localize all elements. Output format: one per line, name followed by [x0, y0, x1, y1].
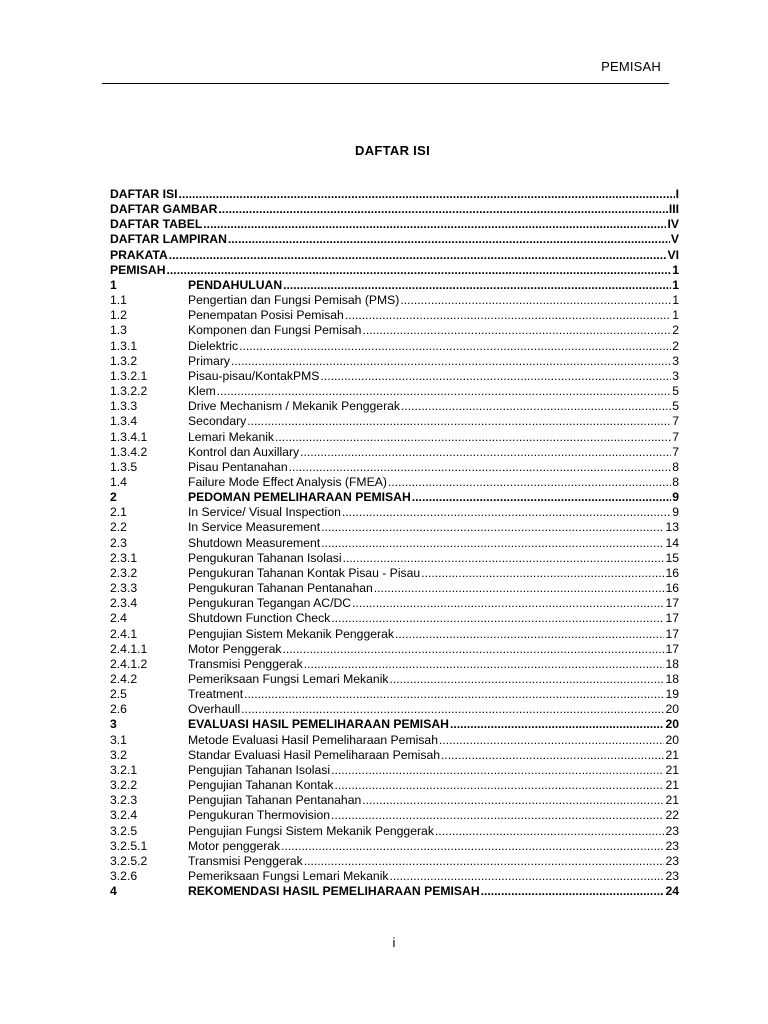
toc-dot-leader [231, 354, 671, 369]
toc-dot-leader [241, 702, 664, 717]
toc-entry-title: Pengukuran Tegangan AC/DC [188, 596, 352, 611]
toc-entry-number: 2.4.1.1 [110, 641, 148, 656]
toc-entry-number: 1.3.2 [110, 353, 138, 368]
toc-dot-leader [289, 460, 672, 475]
toc-entry[interactable] [110, 642, 679, 657]
toc-entry-title: Pengujian Tahanan Kontak [188, 778, 334, 793]
toc-entry-number: 1.1 [110, 293, 127, 308]
toc-entry-title: Dielektric [188, 338, 239, 353]
toc-dot-leader [217, 384, 671, 399]
toc-dot-leader [439, 733, 664, 748]
toc-entry-number: 2.3.2 [110, 565, 138, 580]
toc-dot-leader [390, 672, 665, 687]
toc-dot-leader [304, 854, 665, 869]
toc-entry-title: EVALUASI HASIL PEMELIHARAAN PEMISAH [188, 717, 449, 732]
toc-entry-page: 20 [665, 717, 679, 732]
toc-entry-title: Standar Evaluasi Hasil Pemeliharaan Pemisah [188, 747, 441, 762]
toc-entry[interactable] [110, 339, 679, 354]
toc-dot-leader [275, 430, 671, 445]
toc-entry-page: 23 [665, 838, 679, 853]
toc-entry-title: Pisau Pentanahan [188, 459, 288, 474]
toc-entry[interactable] [110, 217, 679, 232]
toc-dot-leader [247, 414, 671, 429]
toc-entry-number: 1.2 [110, 308, 127, 323]
toc-entry[interactable] [110, 248, 679, 263]
toc-entry-page: 22 [665, 808, 679, 823]
toc-entry-title: Pemeriksaan Fungsi Lemari Mekanik [188, 869, 389, 884]
toc-entry[interactable] [110, 384, 679, 399]
toc-entry[interactable] [110, 475, 679, 490]
toc-entry-number: 3.2.5.2 [110, 853, 148, 868]
toc-entry[interactable] [110, 763, 679, 778]
toc-entry-page: VI [667, 247, 679, 262]
toc-entry-number: 3.2.4 [110, 808, 138, 823]
toc-entry[interactable] [110, 430, 679, 445]
toc-entry[interactable] [110, 536, 679, 551]
page-number: i [392, 935, 396, 950]
toc-entry-number: 2.3 [110, 535, 127, 550]
toc-entry[interactable] [110, 611, 679, 626]
toc-entry-page: 17 [665, 611, 679, 626]
toc-entry-number: 2.3.4 [110, 596, 138, 611]
toc-entry-title: Pengujian Sistem Mekanik Penggerak [188, 626, 394, 641]
toc-entry-page: 7 [672, 444, 679, 459]
toc-entry-page: 7 [672, 414, 679, 429]
toc-entry[interactable] [110, 187, 679, 202]
toc-entry-title: Pengujian Tahanan Isolasi [188, 762, 331, 777]
toc-entry-page: 1 [672, 277, 679, 292]
toc-entry-page: 1 [672, 293, 679, 308]
toc-entry[interactable] [110, 657, 679, 672]
toc-dot-leader [412, 490, 671, 505]
toc-entry-title: Pisau-pisau/KontakPMS [188, 368, 320, 383]
toc-entry-number: 1.3.4 [110, 414, 138, 429]
toc-entry-title: Pengukuran Thermovision [188, 808, 331, 823]
toc-dot-leader [218, 202, 667, 217]
toc-entry-title: Primary [188, 353, 230, 368]
toc-entry[interactable] [110, 702, 679, 717]
toc-entry-page: 23 [665, 823, 679, 838]
toc-entry[interactable] [110, 263, 679, 278]
toc-entry[interactable] [110, 566, 679, 581]
running-header: PEMISAH [601, 59, 661, 74]
toc-entry-number: 1.4 [110, 474, 127, 489]
toc-entry-title: In Service Measurement [188, 520, 321, 535]
toc-entry-page: 16 [665, 565, 679, 580]
toc-dot-leader [400, 293, 671, 308]
toc-entry-title: DAFTAR GAMBAR [110, 202, 218, 217]
toc-entry-number: 1.3.2.2 [110, 384, 148, 399]
toc-entry-title: Pengukuran Tahanan Isolasi [188, 550, 342, 565]
toc-entry[interactable] [110, 399, 679, 414]
toc-entry[interactable] [110, 369, 679, 384]
page-title: DAFTAR ISI [355, 143, 430, 158]
toc-entry-page: 21 [665, 762, 679, 777]
toc-entry-page: III [668, 202, 679, 217]
toc-dot-leader [281, 839, 664, 854]
toc-entry-number: 2.4.1.2 [110, 656, 148, 671]
toc-entry-number: 2.4 [110, 611, 127, 626]
toc-entry-page: 9 [672, 505, 679, 520]
toc-entry-number: 3.2.6 [110, 869, 138, 884]
toc-entry[interactable] [110, 505, 679, 520]
toc-entry-number: 3.2.5.1 [110, 838, 148, 853]
toc-entry[interactable] [110, 884, 679, 899]
toc-entry[interactable] [110, 460, 679, 475]
toc-entry-title: REKOMENDASI HASIL PEMELIHARAAN PEMISAH [188, 884, 480, 899]
toc-entry-page: 14 [665, 535, 679, 550]
toc-entry-page: 5 [672, 384, 679, 399]
toc-entry-number: 2.3.1 [110, 550, 138, 565]
toc-entry-page: 19 [665, 687, 679, 702]
toc-entry[interactable] [110, 808, 679, 823]
table-of-contents [110, 187, 679, 899]
toc-entry-number: 2.3.3 [110, 581, 138, 596]
toc-dot-leader [345, 308, 671, 323]
toc-entry[interactable] [110, 490, 679, 505]
toc-entry-title: Treatment [188, 687, 244, 702]
toc-entry-page: 16 [665, 581, 679, 596]
toc-entry-title: Pengujian Tahanan Pentanahan [188, 793, 362, 808]
toc-entry-page: 3 [672, 368, 679, 383]
toc-entry-page: 21 [665, 747, 679, 762]
toc-entry-title: Shutdown Function Check [188, 611, 331, 626]
toc-dot-leader [334, 778, 664, 793]
toc-entry-page: 9 [672, 490, 679, 505]
toc-entry-title: PRAKATA [110, 247, 168, 262]
toc-dot-leader [203, 217, 666, 232]
toc-dot-leader [362, 793, 664, 808]
toc-entry-title: Pemeriksaan Fungsi Lemari Mekanik [188, 672, 389, 686]
toc-entry[interactable] [110, 520, 679, 535]
toc-entry-title: DAFTAR LAMPIRAN [110, 232, 227, 247]
toc-entry-number: 1.3 [110, 323, 127, 338]
toc-entry-title: Kontrol dan Auxillary [188, 444, 300, 459]
toc-entry-number: 3.2.1 [110, 762, 138, 777]
toc-entry-page: 1 [672, 308, 679, 323]
toc-entry-page: 1 [672, 262, 679, 277]
toc-entry-title: Pengukuran Tahanan Pentanahan [188, 581, 373, 596]
toc-entry-page: 2 [672, 338, 679, 353]
toc-entry-page: 7 [672, 429, 679, 444]
toc-entry[interactable] [110, 414, 679, 429]
toc-entry-number: 2.5 [110, 687, 127, 702]
toc-dot-leader [178, 187, 674, 202]
toc-dot-leader [300, 445, 671, 460]
toc-entry[interactable] [110, 232, 679, 247]
toc-entry-title: Failure Mode Effect Analysis (FMEA) [188, 474, 387, 489]
toc-entry[interactable] [110, 793, 679, 808]
toc-dot-leader [421, 566, 664, 581]
header-rule [102, 83, 669, 84]
toc-entry[interactable] [110, 445, 679, 460]
toc-dot-leader [244, 687, 664, 702]
toc-entry-title: Klem [188, 384, 216, 399]
toc-entry-number: 3.1 [110, 732, 127, 747]
toc-entry-number: 1.3.4.1 [110, 429, 148, 444]
toc-entry[interactable] [110, 717, 679, 732]
toc-entry-title: Motor Penggerak [188, 641, 282, 656]
toc-entry-page: 2 [672, 323, 679, 338]
toc-entry-page: 23 [665, 853, 679, 868]
toc-entry-number: 4 [110, 884, 117, 899]
toc-entry-page: 8 [672, 474, 679, 489]
toc-entry-title: Motor penggerak [188, 838, 281, 853]
toc-dot-leader [450, 717, 665, 732]
toc-entry-title: Komponen dan Fungsi Pemisah [188, 323, 362, 338]
toc-dot-leader [481, 884, 665, 899]
toc-dot-leader [374, 581, 665, 596]
toc-entry[interactable] [110, 308, 679, 323]
toc-entry-page: 20 [665, 732, 679, 747]
toc-entry-number: 2.2 [110, 520, 127, 535]
toc-entry[interactable] [110, 596, 679, 611]
toc-entry-number: 3.2.5 [110, 823, 138, 838]
toc-dot-leader [395, 627, 664, 642]
toc-entry-page: V [670, 232, 679, 247]
toc-entry-page: 13 [665, 520, 679, 535]
toc-dot-leader [331, 611, 664, 626]
toc-entry-title: PEDOMAN PEMELIHARAAN PEMISAH [188, 490, 411, 505]
toc-entry[interactable] [110, 854, 679, 869]
toc-entry[interactable] [110, 202, 679, 217]
toc-entry-number: 3.2 [110, 747, 127, 762]
toc-entry-number: 1.3.3 [110, 399, 138, 414]
toc-entry-page: I [675, 187, 679, 201]
toc-entry-title: Pengertian dan Fungsi Pemisah (PMS) [188, 293, 400, 308]
toc-entry-title: Pengukuran Tahanan Kontak Pisau - Pisau [188, 565, 421, 580]
toc-entry-number: 1.3.4.2 [110, 444, 148, 459]
toc-dot-leader [320, 369, 671, 384]
toc-entry-number: 2.4.2 [110, 672, 138, 686]
toc-entry-number: 3.2.3 [110, 793, 138, 808]
toc-entry-number: 3.2.2 [110, 778, 138, 793]
toc-entry-title: Shutdown Measurement [188, 535, 321, 550]
toc-dot-leader [331, 808, 664, 823]
toc-entry-title: Metode Evaluasi Hasil Pemeliharaan Pemisah [188, 732, 438, 747]
toc-dot-leader [352, 596, 664, 611]
toc-entry-title: Secondary [188, 414, 247, 429]
toc-dot-leader [283, 642, 665, 657]
toc-entry-number: 2 [110, 490, 117, 505]
toc-dot-leader [321, 520, 664, 535]
toc-dot-leader [283, 278, 671, 293]
toc-entry-title: Transmisi Penggerak [188, 656, 303, 671]
toc-entry-number: 2.4.1 [110, 626, 138, 641]
toc-entry-number: 2.6 [110, 702, 127, 717]
toc-entry-page: 3 [672, 353, 679, 368]
toc-entry-page: 18 [665, 672, 679, 686]
toc-dot-leader [441, 748, 664, 763]
toc-dot-leader [362, 323, 671, 338]
toc-dot-leader [239, 339, 671, 354]
toc-entry-page: 20 [665, 702, 679, 717]
toc-entry[interactable] [110, 278, 679, 293]
toc-entry-page: 17 [665, 641, 679, 656]
toc-dot-leader [388, 475, 671, 490]
toc-entry-page: 5 [672, 399, 679, 414]
toc-entry[interactable] [110, 551, 679, 566]
toc-entry[interactable] [110, 581, 679, 596]
toc-entry-number: 1.3.2.1 [110, 368, 148, 383]
toc-dot-leader [228, 232, 670, 247]
toc-entry[interactable] [110, 354, 679, 369]
toc-entry-page: 17 [665, 596, 679, 611]
toc-dot-leader [304, 657, 665, 672]
toc-entry-title: Lemari Mekanik [188, 429, 275, 444]
toc-entry-page: 18 [665, 656, 679, 671]
toc-entry-number: 1.3.1 [110, 338, 138, 353]
toc-dot-leader [435, 824, 665, 839]
toc-entry-title: DAFTAR ISI [110, 187, 178, 201]
toc-entry-title: PENDAHULUAN [188, 277, 283, 292]
toc-entry-page: 21 [665, 793, 679, 808]
toc-entry-page: 8 [672, 459, 679, 474]
toc-entry-page: 17 [665, 626, 679, 641]
toc-entry-page: 23 [665, 869, 679, 884]
toc-entry[interactable] [110, 687, 679, 702]
toc-dot-leader [343, 551, 665, 566]
toc-entry[interactable] [110, 323, 679, 338]
toc-entry-page: 21 [665, 778, 679, 793]
toc-dot-leader [321, 536, 664, 551]
toc-entry-title: DAFTAR TABEL [110, 217, 203, 232]
toc-entry[interactable] [110, 627, 679, 642]
toc-entry-number: 3 [110, 717, 117, 732]
toc-entry[interactable] [110, 869, 679, 884]
toc-dot-leader [331, 763, 664, 778]
toc-entry[interactable] [110, 778, 679, 793]
toc-entry-number: 1.3.5 [110, 459, 138, 474]
toc-entry-page: 24 [665, 884, 679, 899]
toc-entry-page: 15 [665, 550, 679, 565]
toc-entry-title: Drive Mechanism / Mekanik Penggerak [188, 399, 401, 414]
toc-entry[interactable] [110, 293, 679, 308]
toc-entry-page: IV [667, 217, 679, 232]
toc-dot-leader [342, 505, 671, 520]
toc-entry[interactable] [110, 824, 679, 839]
toc-entry-title: Overhaull [188, 702, 241, 717]
toc-dot-leader [169, 248, 667, 263]
toc-dot-leader [390, 869, 665, 884]
toc-entry[interactable] [110, 839, 679, 854]
toc-entry-title: PEMISAH [110, 262, 166, 277]
toc-entry-title: Pengujian Fungsi Sistem Mekanik Penggerak [188, 823, 434, 838]
toc-entry-number: 2.1 [110, 505, 127, 520]
toc-dot-leader [167, 263, 672, 278]
toc-entry[interactable] [110, 733, 679, 748]
toc-entry-title: In Service/ Visual Inspection [188, 505, 341, 520]
toc-entry-title: Transmisi Penggerak [188, 853, 303, 868]
toc-entry[interactable] [110, 748, 679, 763]
toc-dot-leader [401, 399, 671, 414]
toc-entry-number: 1 [110, 277, 117, 292]
toc-entry[interactable] [110, 672, 679, 687]
toc-entry-title: Penempatan Posisi Pemisah [188, 308, 344, 323]
